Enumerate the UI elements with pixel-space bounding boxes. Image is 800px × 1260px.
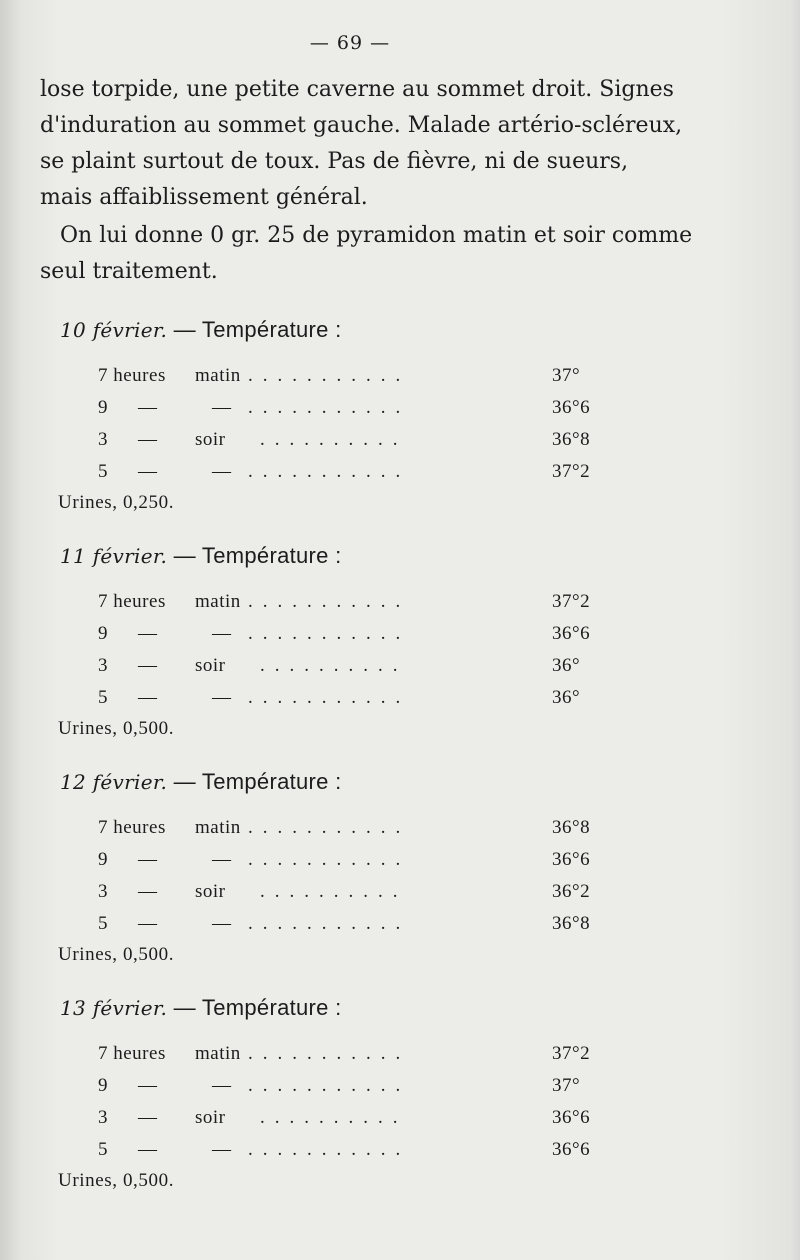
text-line: On lui donne 0 gr. 25 de pyramidon matin et soir comme: [60, 223, 693, 248]
reading-period: matin: [195, 1043, 241, 1064]
reading-time: 7 heures: [98, 1043, 166, 1064]
temperature-row: [60, 586, 620, 618]
reading-period: —: [212, 461, 232, 482]
day-date: 12 février.: [60, 770, 168, 794]
ditto-mark: —: [138, 397, 158, 418]
reading-value: 37°2: [552, 591, 591, 612]
temperature-row: [60, 1102, 620, 1134]
paragraph-treatment: [40, 218, 693, 290]
temperature-row: [60, 360, 620, 392]
reading-time: 7 heures: [98, 365, 166, 386]
reading-value: 37°2: [552, 1043, 591, 1064]
day-heading: [60, 988, 620, 1028]
reading-value: 36°8: [552, 913, 591, 934]
ditto-mark: —: [138, 913, 158, 934]
text-line: se plaint surtout de toux. Pas de fièvre, ni de sueurs,: [40, 149, 629, 174]
day-record-11-fevrier: [60, 536, 620, 744]
reading-time: 9: [98, 623, 108, 644]
ditto-mark: —: [138, 1107, 158, 1128]
page-number: — 69 —: [309, 32, 391, 54]
temperature-row: [60, 844, 620, 876]
day-heading: [60, 536, 620, 576]
reading-period: —: [212, 623, 232, 644]
urine-volume: Urines, 0,500.: [58, 944, 175, 965]
reading-period: soir: [195, 1107, 226, 1128]
temperature-readings: [60, 586, 620, 714]
temperature-row: [60, 876, 620, 908]
reading-value: 36°: [552, 687, 581, 708]
ditto-mark: —: [138, 623, 158, 644]
temperature-row: [60, 1038, 620, 1070]
reading-time: 5: [98, 461, 108, 482]
ditto-mark: —: [138, 687, 158, 708]
leader-dots: ...........: [248, 365, 411, 386]
reading-time: 7 heures: [98, 591, 166, 612]
temperature-row: [60, 424, 620, 456]
reading-time: 5: [98, 913, 108, 934]
reading-period: matin: [195, 365, 241, 386]
ditto-mark: —: [138, 655, 158, 676]
leader-dots: ...........: [248, 913, 411, 934]
reading-time: 3: [98, 655, 108, 676]
reading-value: 36°6: [552, 397, 591, 418]
text-line: seul traitement.: [40, 259, 218, 284]
reading-value: 36°6: [552, 849, 591, 870]
reading-time: 9: [98, 849, 108, 870]
leader-dots: ...........: [248, 817, 411, 838]
leader-dots: ..........: [260, 429, 408, 450]
leader-dots: ...........: [248, 1043, 411, 1064]
reading-period: —: [212, 1139, 232, 1160]
reading-period: —: [212, 913, 232, 934]
leader-dots: ...........: [248, 623, 411, 644]
day-record-13-fevrier: [60, 988, 620, 1196]
leader-dots: ...........: [248, 1139, 411, 1160]
leader-dots: ..........: [260, 1107, 408, 1128]
leader-dots: ...........: [248, 687, 411, 708]
ditto-mark: —: [138, 429, 158, 450]
reading-period: soir: [195, 429, 226, 450]
temperature-row: [60, 908, 620, 940]
reading-period: matin: [195, 591, 241, 612]
paragraph-case-description: [40, 72, 683, 216]
day-heading-label: — Température :: [173, 317, 342, 342]
leader-dots: ...........: [248, 849, 411, 870]
reading-period: —: [212, 687, 232, 708]
text-line: d'induration au sommet gauche. Malade artério-scléreux,: [40, 113, 683, 138]
temperature-readings: [60, 360, 620, 488]
reading-value: 36°: [552, 655, 581, 676]
urine-volume: Urines, 0,250.: [58, 492, 175, 513]
day-heading-label: — Température :: [173, 543, 342, 568]
reading-value: 36°8: [552, 817, 591, 838]
reading-period: —: [212, 397, 232, 418]
ditto-mark: —: [138, 1075, 158, 1096]
urine-volume: Urines, 0,500.: [58, 718, 175, 739]
reading-time: 3: [98, 429, 108, 450]
day-date: 10 février.: [60, 318, 168, 342]
text-line: mais affaiblissement général.: [40, 185, 368, 210]
temperature-row: [60, 682, 620, 714]
leader-dots: ..........: [260, 655, 408, 676]
reading-period: soir: [195, 655, 226, 676]
day-heading-label: — Température :: [173, 769, 342, 794]
reading-value: 36°6: [552, 1139, 591, 1160]
temperature-row: [60, 618, 620, 650]
day-date: 13 février.: [60, 996, 168, 1020]
temperature-row: [60, 1070, 620, 1102]
reading-time: 5: [98, 687, 108, 708]
text-line: lose torpide, une petite caverne au sommet droit. Signes: [40, 77, 674, 102]
reading-value: 36°2: [552, 881, 591, 902]
reading-time: 5: [98, 1139, 108, 1160]
temperature-row: [60, 1134, 620, 1166]
leader-dots: ...........: [248, 591, 411, 612]
ditto-mark: —: [138, 849, 158, 870]
temperature-readings: [60, 1038, 620, 1166]
reading-time: 3: [98, 1107, 108, 1128]
reading-time: 7 heures: [98, 817, 166, 838]
reading-time: 9: [98, 397, 108, 418]
day-record-10-fevrier: [60, 310, 620, 518]
reading-period: soir: [195, 881, 226, 902]
day-heading: [60, 762, 620, 802]
leader-dots: ...........: [248, 397, 411, 418]
ditto-mark: —: [138, 881, 158, 902]
reading-value: 37°2: [552, 461, 591, 482]
temperature-row: [60, 812, 620, 844]
day-date: 11 février.: [60, 544, 168, 568]
reading-value: 36°8: [552, 429, 591, 450]
reading-period: matin: [195, 817, 241, 838]
reading-value: 37°: [552, 1075, 581, 1096]
leader-dots: ...........: [248, 461, 411, 482]
reading-value: 37°: [552, 365, 581, 386]
urine-volume: Urines, 0,500.: [58, 1170, 175, 1191]
reading-value: 36°6: [552, 623, 591, 644]
ditto-mark: —: [138, 461, 158, 482]
day-heading-label: — Température :: [173, 995, 342, 1020]
temperature-readings: [60, 812, 620, 940]
day-record-12-fevrier: [60, 762, 620, 970]
ditto-mark: —: [138, 1139, 158, 1160]
day-heading: [60, 310, 620, 350]
reading-time: 3: [98, 881, 108, 902]
leader-dots: ..........: [260, 881, 408, 902]
temperature-row: [60, 456, 620, 488]
temperature-row: [60, 392, 620, 424]
temperature-row: [60, 650, 620, 682]
reading-time: 9: [98, 1075, 108, 1096]
reading-value: 36°6: [552, 1107, 591, 1128]
leader-dots: ...........: [248, 1075, 411, 1096]
reading-period: —: [212, 849, 232, 870]
reading-period: —: [212, 1075, 232, 1096]
